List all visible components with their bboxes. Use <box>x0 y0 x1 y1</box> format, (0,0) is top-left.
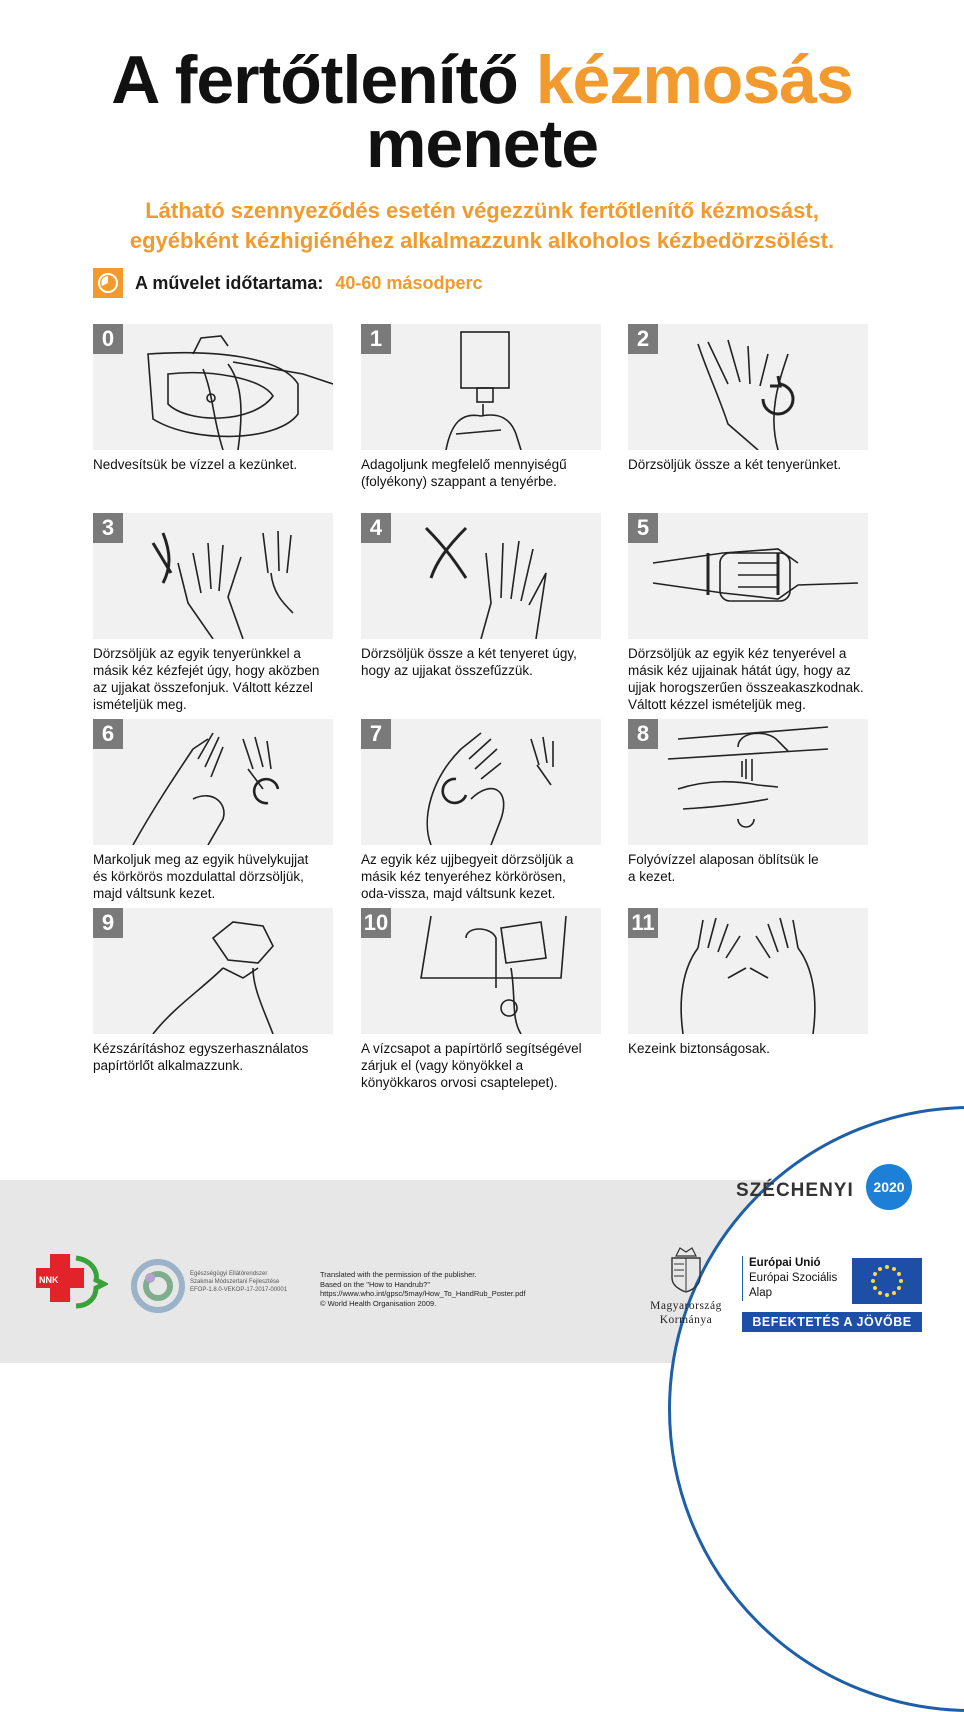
subtitle-line1: Látható szennyeződés esetén végezzünk fertőtlenítő kézmosást, <box>145 198 819 223</box>
who-credit <box>320 1270 526 1308</box>
safe-hands-icon <box>628 908 868 1034</box>
caption-line: Markoljuk meg az egyik hüvelykujjat <box>93 852 309 867</box>
efop-line: EFOP-1.8.0-VEKOP-17-2017-00001 <box>190 1287 288 1293</box>
step-9 <box>93 908 361 1074</box>
step-11 <box>628 908 896 1057</box>
step-caption <box>93 1040 361 1074</box>
paper-towel-dry-icon <box>93 908 333 1034</box>
step-image <box>361 719 601 845</box>
step-image <box>628 719 868 845</box>
caption-line: (folyékony) szappant a tenyérbe. <box>361 474 557 489</box>
caption-line: A vízcsapot a papírtörlő segítségével <box>361 1041 582 1056</box>
interlaced-fingers-icon <box>361 513 601 639</box>
credit-line: © World Health Organisation 2009. <box>320 1298 437 1308</box>
step-image <box>361 324 601 450</box>
eu-line: Európai Szociális <box>749 1272 838 1284</box>
caption-line: Nedvesítsük be vízzel a kezünket. <box>93 457 298 472</box>
step-image <box>628 513 868 639</box>
step-caption <box>628 851 896 885</box>
caption-line: Kezeink biztonságosak. <box>628 1041 770 1056</box>
caption-line: Dörzsöljük az egyik kéz tenyerével a <box>628 646 847 661</box>
efop-logo-icon <box>130 1258 186 1319</box>
subtitle-line2: egyébként kézhigiénéhez alkalmazzunk alkoholos kézbedörzsölést. <box>129 228 835 253</box>
step-caption <box>361 456 629 490</box>
efop-line: Egészségügyi Ellátórendszer <box>190 1271 268 1277</box>
step-image <box>93 719 333 845</box>
soap-dispenser-icon <box>361 324 601 450</box>
caption-line: az ujjakat összefonjuk. Váltott kézzel <box>93 680 313 695</box>
step-caption <box>361 645 629 679</box>
rinse-hands-icon <box>628 719 868 845</box>
step-number: 2 <box>628 324 658 354</box>
szechenyi-2020-badge: 2020 <box>866 1164 912 1210</box>
step-number: 1 <box>361 324 391 354</box>
caption-line: Váltott kézzel ismételjük meg. <box>628 697 806 712</box>
caption-line: oda-vissza, majd váltsunk kezet. <box>361 886 556 901</box>
nnk-text: NNK <box>39 1275 59 1285</box>
caption-line: könyökkaros orvosi csaptelepet). <box>361 1075 558 1090</box>
step-caption <box>361 851 629 902</box>
caption-line: zárjuk el (vagy könyökkel a <box>361 1058 524 1073</box>
step-number: 0 <box>93 324 123 354</box>
step-number: 10 <box>361 908 391 938</box>
step-0 <box>93 324 361 473</box>
step-image <box>93 908 333 1034</box>
duration-value: 40-60 másodperc <box>335 272 483 293</box>
credit-line: Based on the "How to Handrub?" <box>320 1279 430 1289</box>
government-logo <box>640 1244 732 1327</box>
step-8 <box>628 719 896 885</box>
eu-line: Európai Unió <box>749 1257 821 1269</box>
step-image <box>628 908 868 1034</box>
step-number: 9 <box>93 908 123 938</box>
efop-text <box>190 1270 287 1294</box>
title-line2: menete <box>365 106 599 182</box>
step-10 <box>361 908 629 1091</box>
step-caption <box>628 456 896 473</box>
caption-line: ujjak horogszerűen összeakaszkodnak. <box>628 680 864 695</box>
caption-line: hogy az ujjakat összefűzzük. <box>361 663 533 678</box>
step-4 <box>361 513 629 679</box>
interlocked-fingers-icon <box>628 513 868 639</box>
duration-row <box>93 268 482 298</box>
caption-line: Dörzsöljük az egyik tenyerünkkel a <box>93 646 301 661</box>
subtitle <box>60 196 904 256</box>
step-caption <box>93 456 361 473</box>
step-number: 8 <box>628 719 658 749</box>
step-image <box>93 513 333 639</box>
title-part1: A fertőtlenítő <box>111 42 518 118</box>
step-caption <box>93 851 361 902</box>
caption-line: másik kéz kézfejét úgy, hogy aközben <box>93 663 320 678</box>
step-caption <box>93 645 361 713</box>
step-caption <box>361 1040 629 1091</box>
caption-line: másik kéz tenyeréhez körkörösen, <box>361 869 566 884</box>
step-2 <box>628 324 896 473</box>
caption-line: ismételjük meg. <box>93 697 187 712</box>
sink-wet-hands-icon <box>93 324 333 450</box>
step-1 <box>361 324 629 490</box>
thumb-rotate-icon <box>93 719 333 845</box>
invest-banner: BEFEKTETÉS A JÖVŐBE <box>742 1312 922 1332</box>
gov-name-line: Kormánya <box>659 1314 713 1326</box>
step-5 <box>628 513 896 713</box>
step-image <box>628 324 868 450</box>
caption-line: Kézszárításhoz egyszerhasználatos <box>93 1041 309 1056</box>
caption-line: a kezet. <box>628 869 676 884</box>
step-image <box>93 324 333 450</box>
caption-line: majd váltsunk kezet. <box>93 886 216 901</box>
gov-name-line: Magyarország <box>650 1300 722 1312</box>
caption-line: másik kéz ujjainak hátát úgy, hogy az <box>628 663 851 678</box>
palms-rub-icon <box>628 324 868 450</box>
credit-line: Translated with the permission of the publisher. <box>320 1270 477 1279</box>
szechenyi-logo: SZÉCHENYI <box>736 1180 854 1201</box>
caption-line: papírtörlőt alkalmazzunk. <box>93 1058 244 1073</box>
title-accent: kézmosás <box>535 42 853 118</box>
step-image <box>361 908 601 1034</box>
step-number: 6 <box>93 719 123 749</box>
caption-line: Az egyik kéz ujjbegyeit dörzsöljük a <box>361 852 574 867</box>
step-image <box>361 513 601 639</box>
efop-line: Szakmai Módszertani Fejlesztése <box>190 1279 280 1285</box>
caption-line: Dörzsöljük össze a két tenyeret úgy, <box>361 646 577 661</box>
step-6 <box>93 719 361 902</box>
fingertips-rotate-icon <box>361 719 601 845</box>
step-caption <box>628 645 896 713</box>
step-number: 3 <box>93 513 123 543</box>
step-caption <box>628 1040 896 1057</box>
caption-line: és körkörös mozdulattal dörzsöljük, <box>93 869 304 884</box>
eu-line: Alap <box>749 1287 773 1299</box>
close-tap-towel-icon <box>361 908 601 1034</box>
step-number: 5 <box>628 513 658 543</box>
caption-line: Folyóvízzel alaposan öblítsük le <box>628 852 819 867</box>
step-number: 4 <box>361 513 391 543</box>
step-3 <box>93 513 361 713</box>
clock-icon <box>93 268 123 298</box>
caption-line: Adagoljunk megfelelő mennyiségű <box>361 457 567 472</box>
step-number: 11 <box>628 908 658 938</box>
eu-flag-icon <box>852 1258 922 1304</box>
back-of-hand-icon <box>93 513 333 639</box>
poster-title <box>0 42 964 182</box>
credit-line: https://www.who.int/gpsc/5may/How_To_HandRub_Poster.pdf <box>320 1289 526 1298</box>
coat-of-arms-icon <box>666 1244 706 1294</box>
duration-label: A művelet időtartama: <box>135 272 324 293</box>
eu-text <box>742 1256 837 1301</box>
caption-line: Dörzsöljük össze a két tenyerünket. <box>628 457 842 472</box>
step-7 <box>361 719 629 902</box>
nnk-logo <box>36 1250 108 1317</box>
step-number: 7 <box>361 719 391 749</box>
